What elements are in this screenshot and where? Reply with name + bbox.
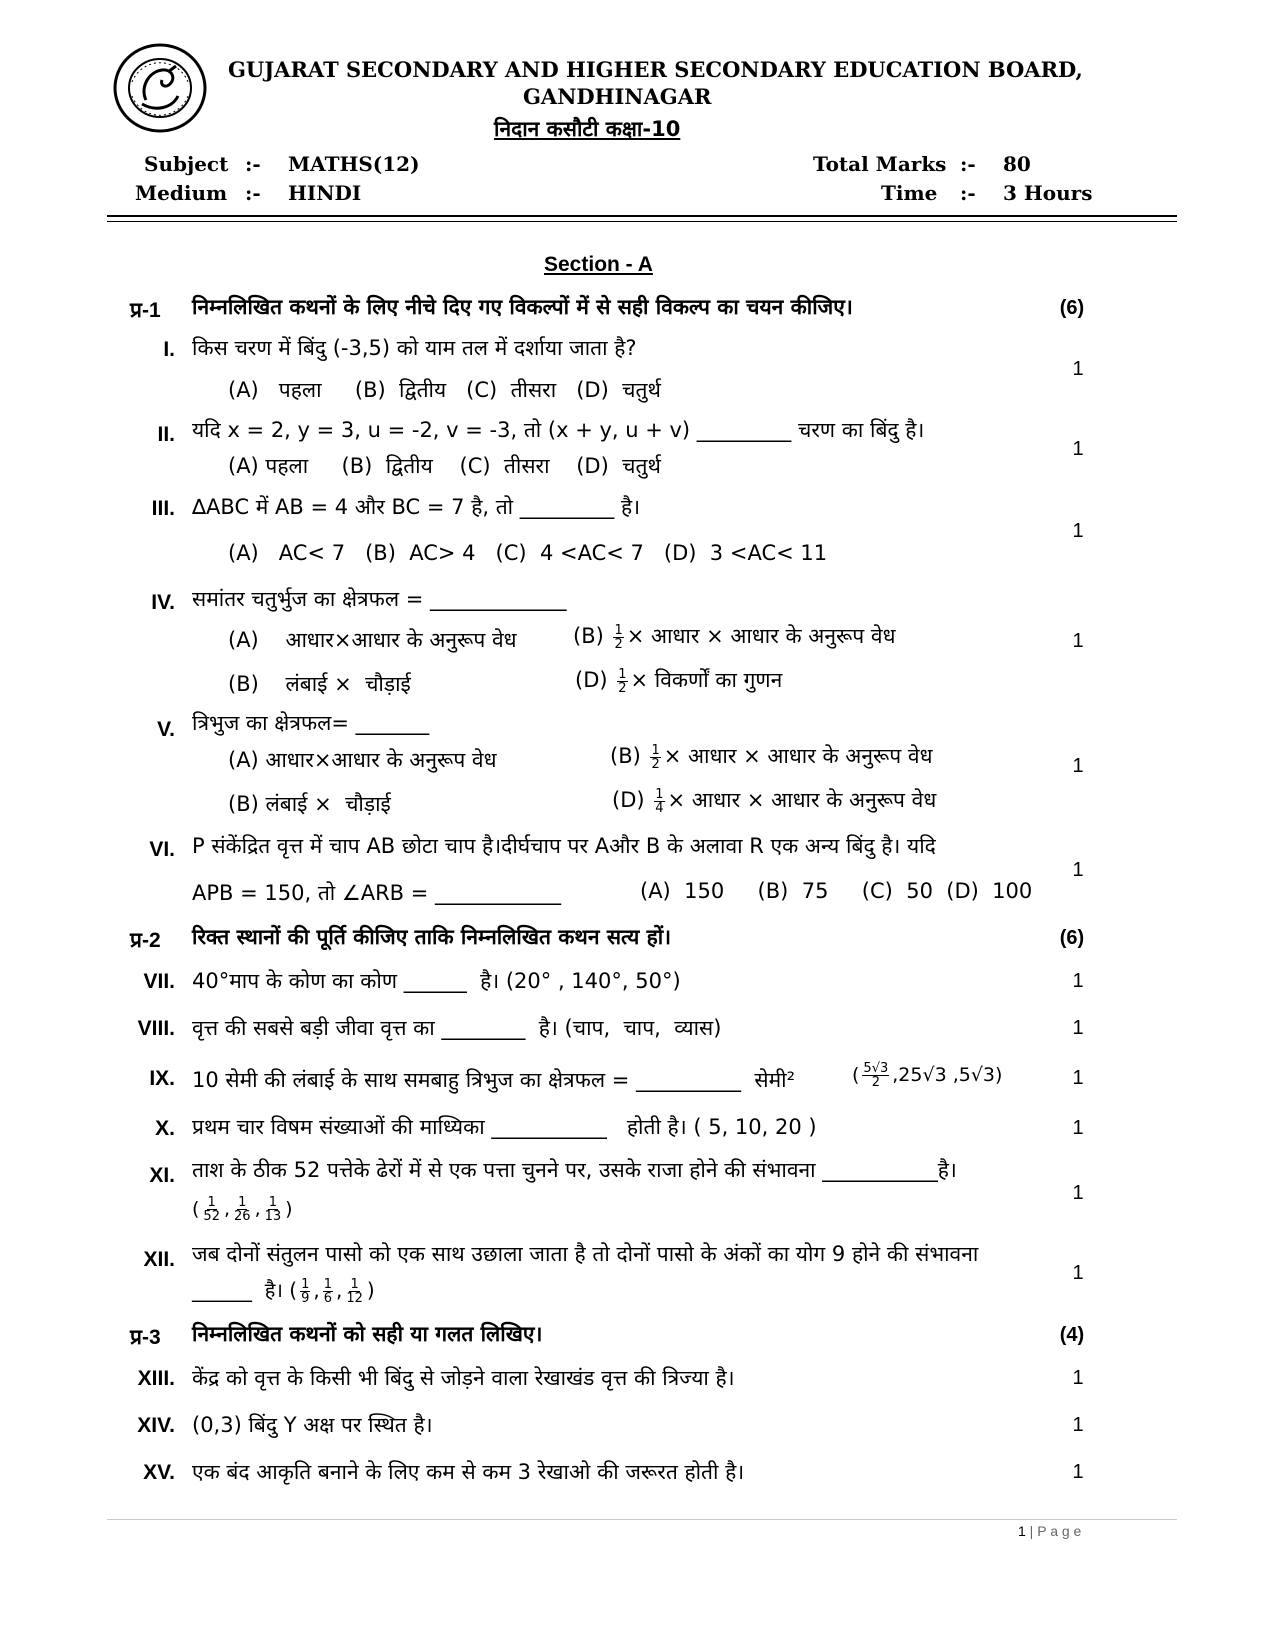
q1-vi-options: (A) 150 (B) 75 (C) 50 (D) 100 bbox=[640, 879, 1033, 903]
header-divider-top bbox=[107, 215, 1177, 217]
q2-xi-text: ताश के ठीक 52 पत्तेके ढेरों में से एक पत्ता चुनने पर, उसके राजा होने की संभावना ___________है। bbox=[192, 1158, 957, 1182]
fraction-numerator: 1 bbox=[301, 1277, 310, 1292]
comma: , bbox=[313, 1278, 320, 1302]
q1-i-options: (A) पहला (B) द्वितीय (C) तीसरा (D) चतुर्थ bbox=[228, 378, 661, 402]
header-divider-bottom bbox=[107, 221, 1177, 222]
q1-vi-text: P संकेंद्रित वृत्त में चाप AB छोटा चाप है।दीर्घचाप पर Aऔर B के अलावा R एक अन्य बिंदु है। यदि bbox=[192, 834, 936, 858]
fraction-denominator: 6 bbox=[323, 1291, 332, 1306]
q1-iv-option-d-label: (D) bbox=[575, 668, 608, 692]
q3-number: प्र-3 bbox=[130, 1326, 161, 1349]
q3-xiii-number: XIII. bbox=[137, 1367, 175, 1390]
page-number-value: 1 bbox=[1018, 1523, 1026, 1539]
q1-v-text: त्रिभुज का क्षेत्रफल= _______ bbox=[192, 711, 430, 735]
half-fraction bbox=[617, 668, 627, 695]
fraction-numerator: 1 bbox=[655, 786, 664, 802]
q2-number: प्र-2 bbox=[130, 929, 161, 952]
page-number-label: | P a g e bbox=[1025, 1523, 1082, 1539]
q1-iv-option-b bbox=[573, 622, 895, 651]
fraction-denominator: 2 bbox=[618, 680, 627, 696]
q2-ix-mark: 1 bbox=[1072, 1067, 1084, 1089]
q2-viii-number: VIII. bbox=[137, 1017, 175, 1040]
q1-iv-number: IV. bbox=[151, 591, 175, 614]
q2-vii-text: 40°माप के कोण का कोण ______ है। (20° , 140°, 50°) bbox=[192, 969, 681, 993]
fraction-denominator: 4 bbox=[655, 800, 664, 816]
q3-xiii-mark: 1 bbox=[1072, 1367, 1084, 1389]
q1-v-option-d-text: × आधार × आधार के अनुरूप वेध bbox=[667, 788, 937, 812]
medium-separator: :- bbox=[245, 181, 261, 205]
fraction-numerator: 1 bbox=[618, 666, 627, 682]
fraction-numerator: 1 bbox=[323, 1277, 332, 1292]
q3-xiv-number: XIV. bbox=[137, 1414, 175, 1437]
q2-x-mark: 1 bbox=[1072, 1117, 1084, 1139]
q2-x-number: X. bbox=[155, 1117, 175, 1140]
medium-value: HINDI bbox=[288, 181, 362, 205]
q1-i-text: किस चरण में बिंदु (-3,5) को याम तल में दर्शाया जाता है? bbox=[192, 336, 637, 360]
q2-xi-options bbox=[192, 1196, 293, 1223]
fraction bbox=[264, 1196, 283, 1223]
q1-v-mark: 1 bbox=[1072, 755, 1084, 777]
fraction-numerator: 1 bbox=[238, 1195, 247, 1210]
q1-vi-text-line2: APB = 150, तो ∠ARB = ____________ bbox=[192, 881, 562, 905]
q2-viii-mark: 1 bbox=[1072, 1017, 1084, 1039]
q2-x-text: प्रथम चार विषम संख्याओं की माध्यिका ___________ होती है। ( 5, 10, 20 ) bbox=[192, 1115, 817, 1139]
q3-xiv-text: (0,3) बिंदु Y अक्ष पर स्थित है। bbox=[192, 1413, 433, 1437]
footer-divider bbox=[107, 1519, 1177, 1520]
fraction-denominator: 52 bbox=[203, 1209, 220, 1224]
q1-ii-number: II. bbox=[157, 423, 175, 446]
q1-i-number: I. bbox=[163, 338, 175, 361]
q1-iv-option-b-label: (B) bbox=[573, 624, 604, 648]
fraction-denominator: 2 bbox=[871, 1075, 880, 1090]
exam-title: निदान कसौटी कक्षा-10 bbox=[494, 117, 681, 141]
board-name-line1: GUJARAT SECONDARY AND HIGHER SECONDARY EDUCATION BOARD, bbox=[228, 57, 1083, 82]
comma: , bbox=[336, 1278, 343, 1302]
q1-iv-option-d-text: × विकर्णों का गुणन bbox=[630, 668, 783, 692]
q2-xi-open-paren: ( bbox=[192, 1198, 200, 1220]
board-name-line2: GANDHINAGAR bbox=[523, 84, 712, 109]
q1-v-option-b bbox=[610, 742, 932, 771]
half-fraction bbox=[650, 744, 660, 771]
fraction-numerator: 1 bbox=[350, 1277, 359, 1292]
fraction-denominator: 13 bbox=[264, 1209, 282, 1224]
section-a-title: Section - A bbox=[544, 253, 653, 276]
q3-xv-mark: 1 bbox=[1072, 1461, 1084, 1483]
half-fraction bbox=[613, 624, 623, 651]
q3-xiii-text: केंद्र को वृत्त के किसी भी बिंदु से जोड़ने वाला रेखाखंड वृत्त की त्रिज्या है। bbox=[192, 1366, 735, 1390]
fraction-denominator: 2 bbox=[651, 756, 660, 772]
q1-i-mark: 1 bbox=[1072, 358, 1084, 380]
subject-label: Subject bbox=[144, 152, 229, 176]
q2-instruction: रिक्त स्थानों की पूर्ति कीजिए ताकि निम्नलिखित कथन सत्य हों। bbox=[192, 925, 672, 949]
q1-vi-number: VI. bbox=[149, 838, 175, 861]
q3-xv-number: XV. bbox=[143, 1461, 175, 1484]
fraction bbox=[345, 1278, 364, 1305]
q1-ii-text: यदि x = 2, y = 3, u = -2, v = -3, तो (x + y, u + v) _________ चरण का बिंदु है। bbox=[192, 418, 925, 442]
q2-xi-mark: 1 bbox=[1072, 1182, 1084, 1204]
q1-iii-number: III. bbox=[151, 497, 175, 520]
fraction-denominator: 26 bbox=[234, 1209, 251, 1224]
fraction-numerator: 1 bbox=[268, 1195, 278, 1210]
q2-xi-close-paren: ) bbox=[285, 1198, 293, 1220]
fraction-denominator: 9 bbox=[301, 1291, 310, 1306]
comma: , bbox=[223, 1198, 231, 1220]
page-number bbox=[1018, 1523, 1081, 1539]
q1-vi-mark: 1 bbox=[1072, 859, 1084, 881]
time-separator: :- bbox=[960, 181, 976, 205]
q1-iii-mark: 1 bbox=[1072, 520, 1084, 542]
q3-instruction: निम्नलिखित कथनों को सही या गलत लिखिए। bbox=[192, 1322, 543, 1346]
q2-xii-number: XII. bbox=[143, 1248, 175, 1271]
q3-xiv-mark: 1 bbox=[1072, 1414, 1084, 1436]
q1-iv-text: समांतर चतुर्भुज का क्षेत्रफल = _____________ bbox=[192, 587, 567, 611]
q2-xi-number: XI. bbox=[149, 1164, 175, 1187]
q2-marks: (6) bbox=[1059, 927, 1085, 949]
q2-xii-options bbox=[192, 1276, 375, 1305]
total-marks-separator: :- bbox=[960, 152, 976, 176]
q1-iv-mark: 1 bbox=[1072, 630, 1084, 652]
q1-number: प्र-1 bbox=[130, 299, 161, 322]
fraction bbox=[300, 1278, 310, 1305]
q2-vii-mark: 1 bbox=[1072, 970, 1084, 992]
time-label: Time bbox=[881, 181, 938, 205]
fraction-denominator: 12 bbox=[346, 1291, 363, 1306]
q1-iii-options: (A) AC< 7 (B) AC> 4 (C) 4 <AC< 7 (D) 3 <AC< 11 bbox=[228, 541, 828, 565]
fraction bbox=[202, 1196, 221, 1223]
quarter-fraction bbox=[654, 788, 664, 815]
q2-vii-number: VII. bbox=[143, 970, 175, 993]
q2-xii-close-paren: ) bbox=[366, 1278, 375, 1302]
total-marks-value: 80 bbox=[1003, 152, 1031, 176]
fraction-numerator: 1 bbox=[651, 742, 660, 758]
q2-viii-text: वृत्त की सबसे बड़ी जीवा वृत्त का ________ है। (चाप, चाप, व्यास) bbox=[192, 1016, 722, 1040]
total-marks-label: Total Marks bbox=[813, 152, 947, 176]
q3-xv-text: एक बंद आकृति बनाने के लिए कम से कम 3 रेखाओ की जरूरत होती है। bbox=[192, 1460, 745, 1484]
q1-instruction: निम्नलिखित कथनों के लिए नीचे दिए गए विकल्पों में से सही विकल्प का चयन कीजिए। bbox=[192, 295, 853, 319]
q1-v-option-a: (A) आधार×आधार के अनुरूप वेध bbox=[228, 748, 497, 772]
q1-iv-option-d bbox=[575, 666, 782, 695]
q1-ii-options: (A) पहला (B) द्वितीय (C) तीसरा (D) चतुर्थ bbox=[228, 454, 661, 478]
fraction bbox=[233, 1196, 252, 1223]
q1-v-number: V. bbox=[157, 718, 175, 741]
q1-v-option-d bbox=[612, 786, 936, 815]
q2-xii-text-line2: ______ है। ( bbox=[192, 1278, 298, 1302]
medium-label: Medium bbox=[135, 181, 228, 205]
subject-separator: :- bbox=[245, 152, 261, 176]
q1-iv-option-b-text: × आधार × आधार के अनुरूप वेध bbox=[626, 624, 896, 648]
root-fraction bbox=[862, 1062, 889, 1089]
q2-ix-options-rest: ,25√3 ,5√3) bbox=[892, 1064, 1003, 1086]
q1-iii-text: ∆ABC में AB = 4 और BC = 7 है, तो _________ है। bbox=[192, 495, 641, 519]
q2-xii-mark: 1 bbox=[1072, 1262, 1084, 1284]
fraction-denominator: 2 bbox=[614, 636, 623, 652]
q2-xii-text: जब दोनों संतुलन पासो को एक साथ उछाला जाता है तो दोनों पासो के अंकों का योग 9 होने की संभावना bbox=[192, 1242, 979, 1266]
q3-marks: (4) bbox=[1059, 1324, 1085, 1346]
q1-iv-option-c: (B) लंबाई × चौड़ाई bbox=[228, 672, 411, 696]
q2-ix-open-paren: ( bbox=[852, 1064, 860, 1086]
q1-v-option-d-label: (D) bbox=[612, 788, 645, 812]
q1-v-option-c: (B) लंबाई × चौड़ाई bbox=[228, 792, 391, 816]
q2-ix-text: 10 सेमी की लंबाई के साथ समबाहु त्रिभुज का क्षेत्रफल = __________ सेमी² bbox=[192, 1068, 795, 1092]
q2-ix-options bbox=[852, 1062, 1002, 1089]
time-value: 3 Hours bbox=[1003, 181, 1093, 205]
subject-value: MATHS(12) bbox=[288, 152, 420, 176]
fraction-numerator: 1 bbox=[207, 1195, 216, 1210]
q1-iv-option-a: (A) आधार×आधार के अनुरूप वेध bbox=[228, 628, 517, 652]
q2-ix-number: IX. bbox=[149, 1067, 175, 1090]
q1-v-option-b-label: (B) bbox=[610, 744, 641, 768]
fraction bbox=[323, 1278, 333, 1305]
fraction-numerator: 5√3 bbox=[863, 1061, 889, 1076]
q1-marks: (6) bbox=[1059, 297, 1085, 319]
board-logo-seal bbox=[112, 42, 208, 134]
fraction-numerator: 1 bbox=[614, 622, 623, 638]
comma: , bbox=[254, 1198, 261, 1220]
q1-v-option-b-text: × आधार × आधार के अनुरूप वेध bbox=[663, 744, 933, 768]
q1-ii-mark: 1 bbox=[1072, 438, 1084, 460]
